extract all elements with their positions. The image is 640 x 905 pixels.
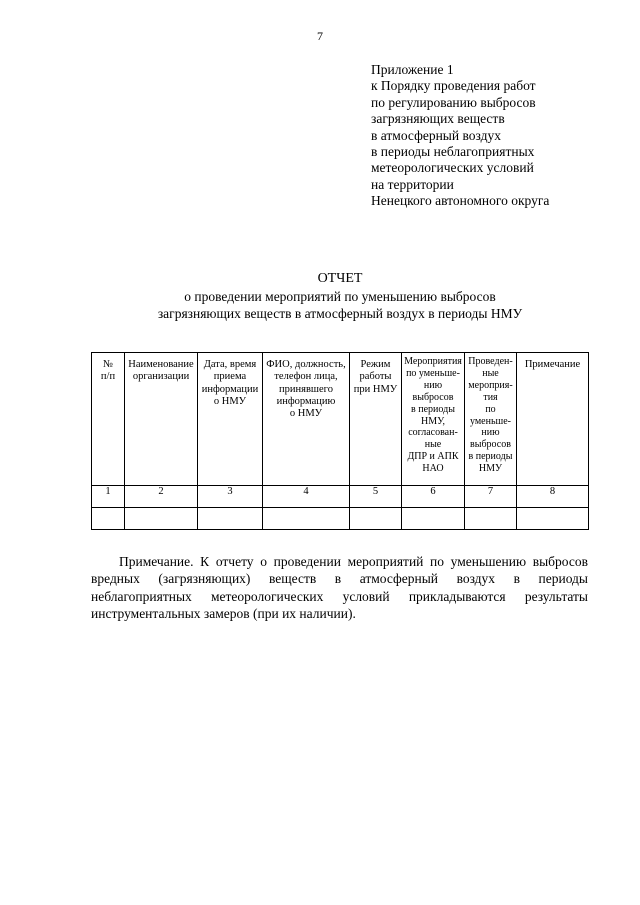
report-subtitle-line: о проведении мероприятий по уменьшению выбросов <box>184 289 496 304</box>
header-cell-number <box>92 353 125 486</box>
header-text: выбросов <box>412 391 454 403</box>
column-number-cell: 2 <box>125 486 198 508</box>
header-text: НМУ <box>478 463 503 475</box>
header-text: по уменьше- <box>406 367 460 379</box>
header-text: Мероприятия <box>404 356 462 367</box>
header-text: по <box>485 403 496 415</box>
header-cell-remark <box>517 353 589 486</box>
header-text: работы <box>359 371 392 383</box>
header-text: в периоды <box>468 451 513 463</box>
table-header-row <box>92 353 589 486</box>
column-number-cell: 3 <box>198 486 263 508</box>
header-cell-datetime <box>198 353 263 486</box>
column-number-cell: 1 <box>92 486 125 508</box>
header-text: нию <box>481 427 500 439</box>
column-number-cell: 5 <box>350 486 402 508</box>
appendix-line: на территории <box>371 176 454 192</box>
header-cell-agreed-measures <box>402 353 465 486</box>
header-text: нию <box>423 379 443 391</box>
empty-cell <box>465 508 517 530</box>
header-text: ДПР и АПК <box>407 451 459 463</box>
header-text: согласован- <box>408 427 458 439</box>
appendix-line: Приложение 1 <box>371 62 454 77</box>
header-text: № <box>102 359 114 370</box>
note-line: неблагоприятных метеорологических условий прикладываются результаты <box>91 588 588 604</box>
column-number-cell: 7 <box>465 486 517 508</box>
header-text: Проведен- <box>468 356 513 367</box>
header-text: тия <box>483 391 498 403</box>
header-text: ФИО, должность, <box>266 359 346 370</box>
header-text: при НМУ <box>353 383 398 395</box>
header-text: ные <box>482 367 499 379</box>
column-number-cell: 4 <box>263 486 350 508</box>
header-text: ные <box>424 439 442 451</box>
header-text: Дата, время <box>203 359 257 370</box>
header-text: уменьше- <box>469 415 511 427</box>
empty-cell <box>350 508 402 530</box>
header-text: телефон лица, <box>274 371 338 383</box>
column-number-cell: 6 <box>402 486 465 508</box>
empty-cell <box>402 508 465 530</box>
appendix-line: к Порядку проведения работ <box>371 78 536 94</box>
report-subtitle <box>0 288 640 322</box>
empty-cell <box>517 508 589 530</box>
header-cell-performed-measures <box>465 353 517 486</box>
empty-cell <box>92 508 125 530</box>
note-line: Примечание. К отчету о проведении мероприятий по уменьшению выбросов <box>119 554 588 569</box>
note-line: инструментальных замеров (при их наличии). <box>91 606 356 622</box>
appendix-line: загрязняющих веществ <box>371 111 505 127</box>
empty-data-row <box>92 508 589 530</box>
header-text: мероприя- <box>468 379 513 391</box>
page-number: 7 <box>317 29 323 43</box>
report-subtitle-line: загрязняющих веществ в атмосферный воздух в периоды НМУ <box>157 306 523 321</box>
header-text: п/п <box>100 371 116 383</box>
appendix-line: Ненецкого автономного округа <box>371 193 550 209</box>
header-cell-contact-person <box>263 353 350 486</box>
appendix-line: в периоды неблагоприятных <box>371 144 535 160</box>
header-cell-work-mode <box>350 353 402 486</box>
empty-cell <box>125 508 198 530</box>
header-text: выбросов <box>470 439 511 451</box>
note-line: вредных (загрязняющих) веществ в атмосферный воздух в периоды <box>91 571 588 587</box>
header-text: о НМУ <box>213 395 247 407</box>
note-paragraph <box>91 553 588 623</box>
report-table <box>91 352 589 530</box>
empty-cell <box>263 508 350 530</box>
header-text: НАО <box>422 463 444 475</box>
header-text: информацию <box>276 395 336 407</box>
header-text: информации <box>201 383 259 395</box>
column-number-row <box>92 486 589 508</box>
header-text: Режим <box>360 359 391 370</box>
header-text: Примечание <box>524 359 581 370</box>
appendix-line: метеорологических условий <box>371 160 534 176</box>
header-text: в периоды <box>411 403 455 415</box>
header-text: НМУ, <box>420 415 446 427</box>
report-title: ОТЧЕТ <box>317 271 363 286</box>
empty-cell <box>198 508 263 530</box>
header-text: Наименование <box>128 359 194 370</box>
header-cell-organization <box>125 353 198 486</box>
appendix-line: в атмосферный воздух <box>371 127 501 143</box>
column-number-cell: 8 <box>517 486 589 508</box>
header-text: принявшего <box>279 383 333 395</box>
appendix-reference <box>371 62 611 210</box>
header-text: о НМУ <box>289 408 323 420</box>
header-text: организации <box>132 371 190 383</box>
header-text: приема <box>213 371 247 383</box>
appendix-line: по регулированию выбросов <box>371 94 536 110</box>
